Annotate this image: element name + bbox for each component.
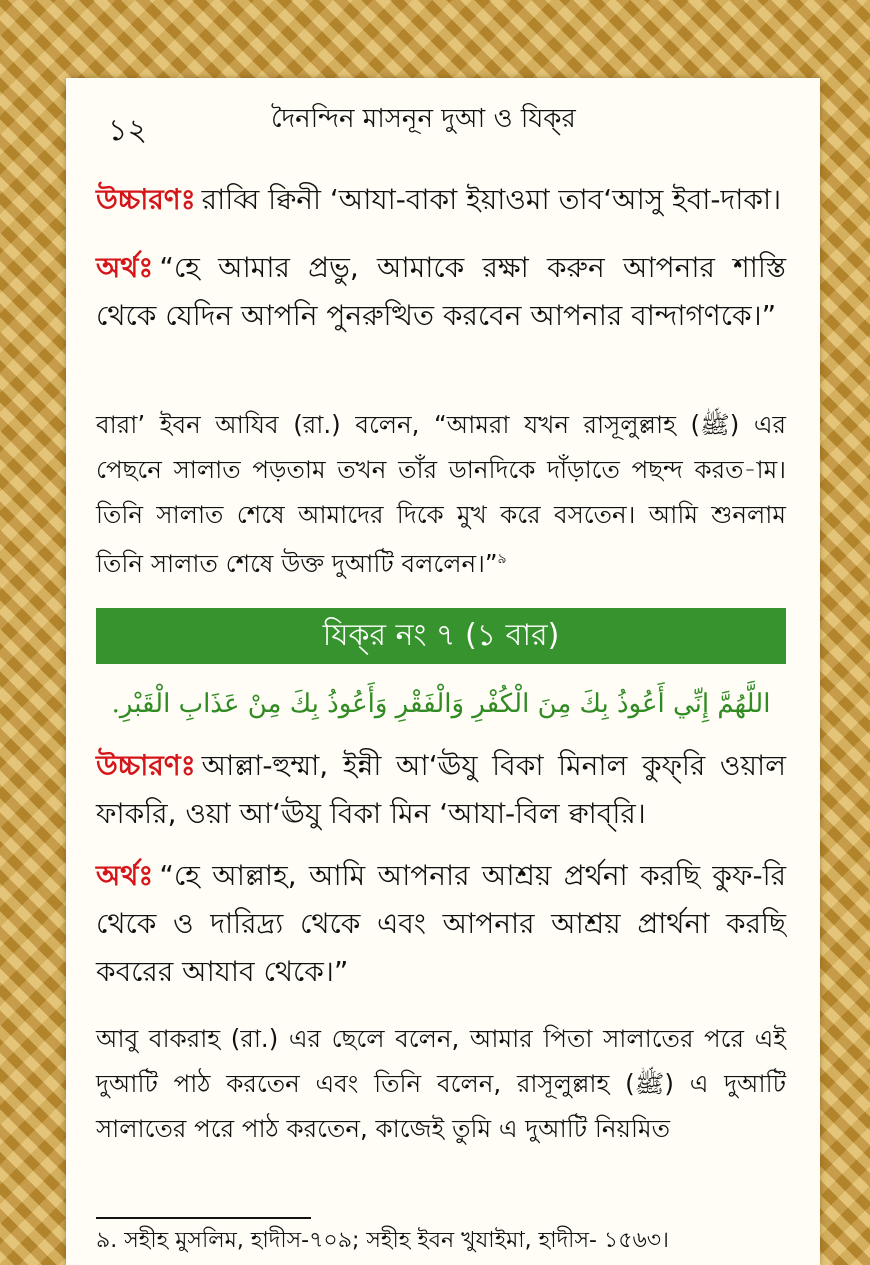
dhikr-banner (96, 608, 786, 664)
pronunciation-text: আল্লা-হুম্মা, ইন্নী আ‘ঊযু বিকা মিনাল কুফ্‌রি ওয়াল ফাকরি, ওয়া আ‘ঊযু বিকা মিন ‘আযা-বিল ক্বাব্‌রি। (96, 749, 786, 830)
meaning-2 (96, 852, 786, 996)
pronunciation-1 (96, 176, 786, 224)
book-page (66, 78, 820, 1265)
arabic-dua: اللَّهُمَّ إِنِّي أَعُوذُ بِكَ مِنَ الْكُفْرِ وَالْفَقْرِ وَأَعُوذُ بِكَ مِنْ عَذَابِ الْقَبْرِ. (111, 689, 771, 719)
narration-2 (96, 1016, 786, 1151)
meaning-label: অর্থঃ (96, 859, 154, 892)
running-title: দৈনন্দিন মাসনূন দুআ ও যিক্‌র (271, 104, 576, 134)
pronunciation-label: উচ্চারণঃ (96, 183, 196, 216)
pronunciation-label: উচ্চারণঃ (96, 749, 196, 782)
meaning-text: “হে আমার প্রভু, আমাকে রক্ষা করুন আপনার শাস্তি থেকে যেদিন আপনি পুনরুত্থিত করবেন আপনার বান্দাগণকে।” (96, 251, 786, 332)
footnote: ৯. সহীহ মুসলিম, হাদীস-৭০৯; সহীহ ইবন খুযাইমা, হাদীস- ১৫৬৩। (96, 1228, 669, 1253)
narration-1 (96, 402, 786, 586)
footnote-divider (96, 1217, 311, 1219)
footnote-marker: ৯ (497, 551, 507, 567)
narration-text: বারা’ ইবন আযিব (রা.) বলেন, “আমরা যখন রাসূলুল্লাহ (ﷺ) এর পেছনে সালাত পড়তাম তখন তাঁর ডানদিকে দাঁড়াতে পছন্দ করত-াম। তিনি সালাত শেষে আমাদের দিকে মুখ করে বসতেন। আমি শুনলাম তিনি সালাত শেষে উক্ত দুআটি বললেন।” (96, 410, 787, 579)
dhikr-banner-title: যিক্‌র নং ৭ (১ বার) (322, 617, 560, 653)
pronunciation-2 (96, 742, 786, 838)
narration-text: আবু বাকরাহ (রা.) এর ছেলে বলেন, আমার পিতা সালাতের পরে এই দুআটি পাঠ করতেন এবং তিনি বলেন, রাসূলুল্লাহ (ﷺ) এ দুআটি সালাতের পরে পাঠ করতেন, কাজেই তুমি এ দুআটি নিয়মিত (96, 1024, 786, 1143)
meaning-1 (96, 244, 786, 340)
pronunciation-text: রাব্বি ক্বিনী ‘আযা-বাকা ইয়াওমা তাব‘আসু ইবা-দাকা। (201, 183, 782, 216)
page-number: ১২ (108, 113, 147, 148)
page-header (66, 78, 820, 168)
meaning-text: “হে আল্লাহ, আমি আপনার আশ্রয় প্রর্থনা করছি কুফ-রি থেকে ও দারিদ্র্য থেকে এবং আপনার আশ্রয় প্রার্থনা করছি কবরের আযাব থেকে।” (96, 859, 786, 988)
meaning-label: অর্থঃ (96, 251, 154, 284)
